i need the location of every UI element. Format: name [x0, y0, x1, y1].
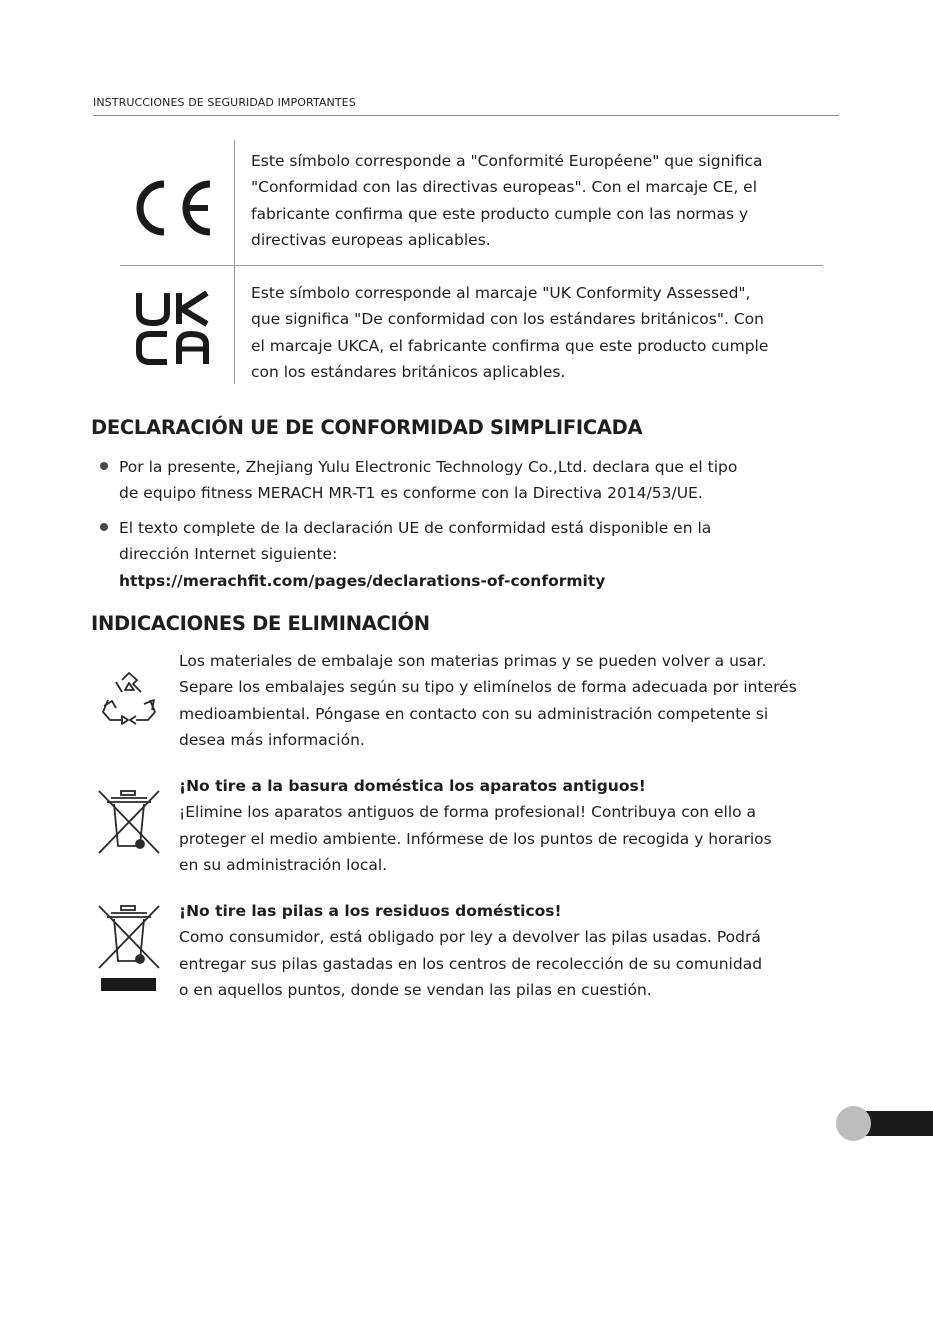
batteries-line: entregar sus pilas gastadas en los centros de recolección de su comunidad: [179, 954, 763, 973]
page-header: INSTRUCCIONES DE SEGURIDAD IMPORTANTES: [93, 96, 356, 109]
declaration-line: dirección Internet siguiente:: [119, 545, 338, 564]
batteries-title: ¡No tire las pilas a los residuos domésticos!: [179, 902, 562, 920]
disposal-heading: INDICACIONES DE ELIMINACIÓN: [91, 612, 430, 635]
declaration-line: El texto complete de la declaración UE de conformidad está disponible en la: [119, 519, 712, 537]
ce-mark-icon: [128, 178, 212, 238]
batteries-line: o en aquellos puntos, donde se vendan las pilas en cuestión.: [179, 980, 652, 999]
symbols-table-horizontal-divider: [120, 265, 823, 266]
ce-line: fabricante confirma que este producto cumple con las normas y: [251, 204, 749, 223]
packaging-line: Separe los embalajes según su tipo y elimínelos de forma adecuada por interés: [179, 678, 797, 697]
ukca-line: con los estándares británicos aplicables.: [251, 362, 566, 381]
packaging-line: Los materiales de embalaje son materias primas y se pueden volver a usar.: [179, 652, 767, 670]
packaging-line: medioambiental. Póngase en contacto con su administración competente si: [179, 704, 769, 723]
ukca-line: el marcaje UKCA, el fabricante confirma que este producto cumple: [251, 336, 769, 355]
ce-line: "Conformidad con las directivas europeas". Con el marcaje CE, el: [251, 178, 758, 197]
ce-line: directivas europeas aplicables.: [251, 230, 491, 249]
declaration-item-1: [119, 454, 737, 507]
header-divider: [93, 115, 839, 116]
appliances-line: en su administración local.: [179, 855, 388, 874]
batteries-line: Como consumidor, está obligado por ley a devolver las pilas usadas. Podrá: [179, 928, 761, 947]
bullet-icon: [100, 523, 108, 531]
declaration-line: de equipo fitness MERACH MR-T1 es conforme con la Directiva 2014/53/UE.: [119, 484, 703, 503]
ce-line: Este símbolo corresponde a "Conformité Européene" que significa: [251, 152, 763, 170]
declaration-item-2: [119, 515, 711, 594]
batteries-text: [179, 898, 762, 1003]
crossed-bin-bar-icon: [97, 903, 161, 993]
appliances-title: ¡No tire a la basura doméstica los aparatos antiguos!: [179, 777, 646, 795]
page-tab-circle: [836, 1106, 871, 1141]
recycle-icon: [100, 670, 158, 728]
ukca-line: que significa "De conformidad con los estándares británicos". Con: [251, 310, 764, 329]
declaration-heading: DECLARACIÓN UE DE CONFORMIDAD SIMPLIFICADA: [91, 416, 643, 439]
appliances-line: proteger el medio ambiente. Infórmese de los puntos de recogida y horarios: [179, 829, 772, 848]
crossed-bin-icon: [97, 788, 161, 856]
ukca-description: [251, 280, 768, 385]
ukca-line: Este símbolo corresponde al marcaje "UK Conformity Assessed",: [251, 284, 751, 302]
packaging-line: desea más información.: [179, 730, 365, 749]
symbols-table-vertical-divider: [234, 140, 235, 384]
ukca-mark-icon: [136, 291, 210, 365]
packaging-text: [179, 648, 797, 753]
appliances-line: ¡Elimine los aparatos antiguos de forma profesional! Contribuya con ello a: [179, 803, 757, 822]
bullet-icon: [100, 462, 108, 470]
declaration-line: Por la presente, Zhejiang Yulu Electronic Technology Co.,Ltd. declara que el tipo: [119, 458, 738, 476]
declaration-link[interactable]: https://merachfit.com/pages/declarations-of-conformity: [119, 571, 606, 590]
ce-description: [251, 148, 763, 253]
appliances-text: [179, 773, 772, 878]
